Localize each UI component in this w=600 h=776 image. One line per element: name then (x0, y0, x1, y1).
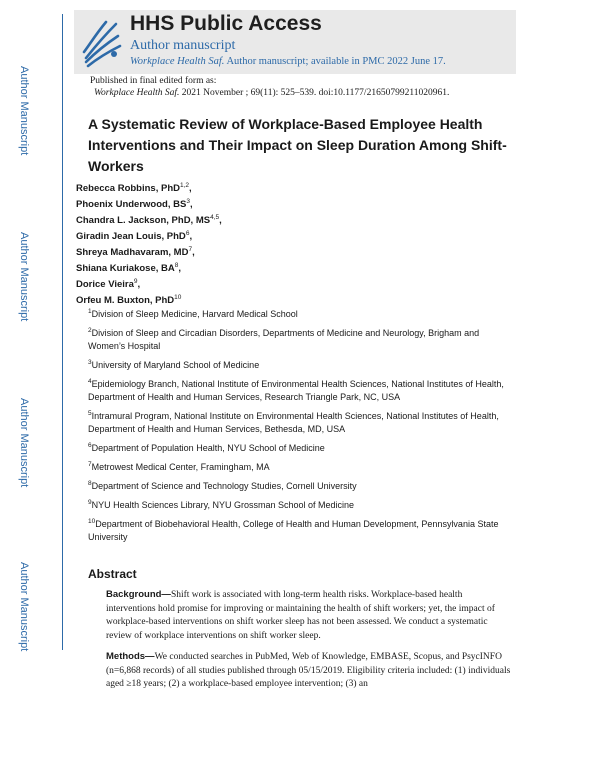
side-label-3: Author Manuscript (18, 398, 30, 488)
abstract-heading: Abstract (88, 567, 137, 581)
affiliation-item: $^9$NYU Health Sciences Library, NYU Grossman School of Medicine (88, 499, 355, 510)
affiliation-item: $^6$Department of Population Health, NYU School of Medicine (88, 442, 325, 453)
citation-journal: Workplace Health Saf. (94, 88, 180, 98)
published-line: Published in final edited form as: (90, 76, 217, 86)
availability-line (130, 56, 446, 67)
header-availability: Author manuscript; available in PMC 2022 June 17. (226, 56, 446, 67)
author-item: Giradin Jean Louis, PhD$^6$, (76, 229, 193, 242)
affiliation-item: $^4$Epidemiology Branch, National Institute of Environmental Health Sciences, National Institutes of Health, Department of Health and Human Services, Research Triangle Park, NC, USA (88, 378, 504, 402)
affiliation-item: $^8$Department of Science and Technology Studies, Cornell University (88, 480, 357, 491)
side-label-4: Author Manuscript (18, 562, 30, 652)
affiliation-item: $^3$University of Maryland School of Medicine (88, 359, 260, 370)
article-title: A Systematic Review of Workplace-Based Employee Health Interventions and Their Impact on Sleep Duration Among Shift-Workers (88, 116, 507, 174)
affiliation-item: $^2$Division of Sleep and Circadian Disorders, Departments of Medicine and Neurology, Brigham and Women’s Hospital (88, 327, 480, 351)
abstract-methods (106, 650, 514, 692)
citation-details: 2021 November ; 69(11): 525–539. doi:10.1177/21650799211020961. (181, 88, 450, 98)
background-text: Shift work is associated with long-term health risks. Workplace-based health interventions hold promise for improving or maintaining the health of shift workers; yet, the impact of workplace-based interventions on shift worker sleep has not been assessed. We conduct a systematic review of workplace interventions on shift worker sleep. (106, 590, 495, 641)
affiliation-item: $^1$Division of Sleep Medicine, Harvard Medical School (88, 308, 298, 319)
hhs-eagle-logo-icon (80, 14, 124, 70)
affiliation-item: $^{10}$Department of Biobehavioral Health, College of Health and Human Development, Pennsylvania State University (88, 518, 499, 542)
author-item: Chandra L. Jackson, PhD, MS$^{4,5}$, (76, 213, 222, 226)
author-item: Orfeu M. Buxton, PhD$^{10}$ (76, 293, 182, 306)
margin-rule (62, 14, 63, 650)
author-item: Phoenix Underwood, $BS^3$, (76, 197, 193, 210)
author-item: Shreya Madhavaram, $MD^7$, (76, 245, 195, 258)
affiliation-item: $^7$Metrowest Medical Center, Framingham, MA (88, 461, 270, 472)
header-journal: Workplace Health Saf. (130, 56, 225, 67)
affiliation-item: $^5$Intramural Program, National Institute on Environmental Health Sciences, National Institutes of Health, Department of Health and Human Services, Bethesda, MD, USA (88, 410, 499, 434)
author-list (76, 183, 222, 311)
methods-text: We conducted searches in PubMed, Web of Knowledge, EMBASE, Scopus, and PsycINFO (n=6,868 records) of all studies published through 05/15/2019. Eligibility criteria included: (1) individuals aged ≥18 years; (2) a workplace-based employee intervention; (3) an (106, 652, 511, 689)
author-item: Shiana Kuriakose, $BA^8$, (76, 261, 181, 274)
methods-label: Methods— (106, 651, 155, 662)
background-label: Background— (106, 589, 171, 600)
author-item: Rebecca Robbins, PhD$^{1,2}$, (76, 181, 192, 194)
hhs-title: HHS Public Access (130, 12, 322, 35)
side-label-2: Author Manuscript (18, 232, 30, 322)
hhs-subtitle: Author manuscript (130, 38, 236, 53)
citation-line (94, 88, 449, 98)
side-label-1: Author Manuscript (18, 66, 30, 156)
affiliation-list (88, 308, 513, 550)
abstract-background (106, 588, 514, 643)
author-item: Dorice Vieira$^9$, (76, 277, 141, 290)
